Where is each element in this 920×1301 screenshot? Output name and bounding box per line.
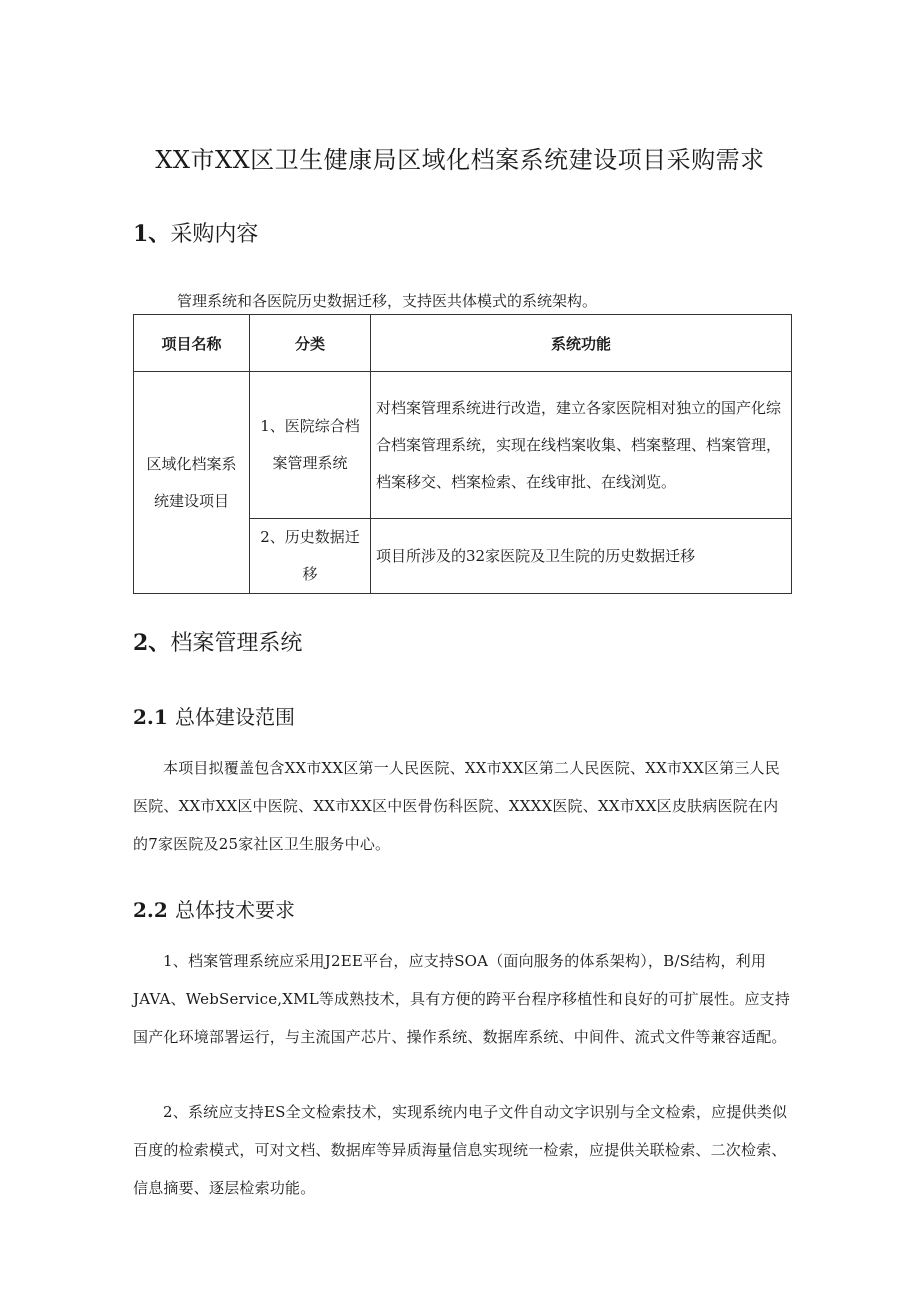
tech-requirement-paragraph-1: 1、档案管理系统应采用J2EE平台，应支持SOA（面向服务的体系架构），B/S结构，利用JAVA、WebService,XML等成熟技术，具有方便的跨平台程序移植性和良好的可扩展性。应支持国产化环境部署运行，与主流国产芯片、操作系统、数据库系统、中间件、流式文件等兼容适配。 bbox=[133, 952, 791, 1046]
table-header-category: 分类 bbox=[250, 315, 371, 372]
tech-requirement-paragraph-2: 2、系统应支持ES全文检索技术，实现系统内电子文件自动文字识别与全文检索，应提供类似百度的检索模式，可对文档、数据库等异质海量信息实现统一检索，应提供关联检索、二次检索、信息摘要、逐层检索功能。 bbox=[133, 1103, 788, 1197]
section-1-intro: 管理系统和各医院历史数据迁移，支持医共体模式的系统架构。 bbox=[177, 292, 598, 310]
function-cell: 对档案管理系统进行改造，建立各家医院相对独立的国产化综合档案管理系统，实现在线档案收集、档案整理、档案管理，档案移交、档案检索、在线审批、在线浏览。 bbox=[371, 372, 792, 519]
table-header-project-name: 项目名称 bbox=[134, 315, 250, 372]
table-row bbox=[134, 372, 792, 519]
category-cell: 1、医院综合档案管理系统 bbox=[250, 372, 371, 519]
subsection-2-1-title: 总体建设范围 bbox=[175, 705, 295, 729]
section-1-heading bbox=[133, 219, 258, 250]
section-1-title: 采购内容 bbox=[170, 222, 259, 247]
table-header-function: 系统功能 bbox=[371, 315, 792, 372]
section-2-title: 档案管理系统 bbox=[170, 631, 303, 656]
procurement-table bbox=[133, 314, 792, 594]
subsection-2-2-title: 总体技术要求 bbox=[175, 898, 295, 922]
subsection-2-1-number: 2.1 bbox=[133, 705, 168, 729]
subsection-2-2-heading bbox=[133, 896, 295, 924]
category-cell: 2、历史数据迁移 bbox=[250, 519, 371, 594]
table-header-row bbox=[134, 315, 792, 372]
document-title: XX市XX区卫生健康局区域化档案系统建设项目采购需求 bbox=[155, 146, 765, 174]
section-1-number: 1、 bbox=[133, 221, 171, 247]
section-2-number: 2、 bbox=[133, 630, 171, 656]
subsection-2-2-number: 2.2 bbox=[133, 898, 168, 922]
section-2-heading bbox=[133, 628, 302, 659]
subsection-2-1-heading bbox=[133, 703, 295, 731]
project-name-cell: 区域化档案系统建设项目 bbox=[134, 372, 250, 594]
scope-paragraph: 本项目拟覆盖包含XX市XX区第一人民医院、XX市XX区第二人民医院、XX市XX区第三人民医院、XX市XX区中医院、XX市XX区中医骨伤科医院、XXXX医院、XX市XX区皮肤病医院在内的7家医院及25家社区卫生服务中心。 bbox=[133, 759, 780, 853]
function-cell: 项目所涉及的32家医院及卫生院的历史数据迁移 bbox=[371, 519, 792, 594]
